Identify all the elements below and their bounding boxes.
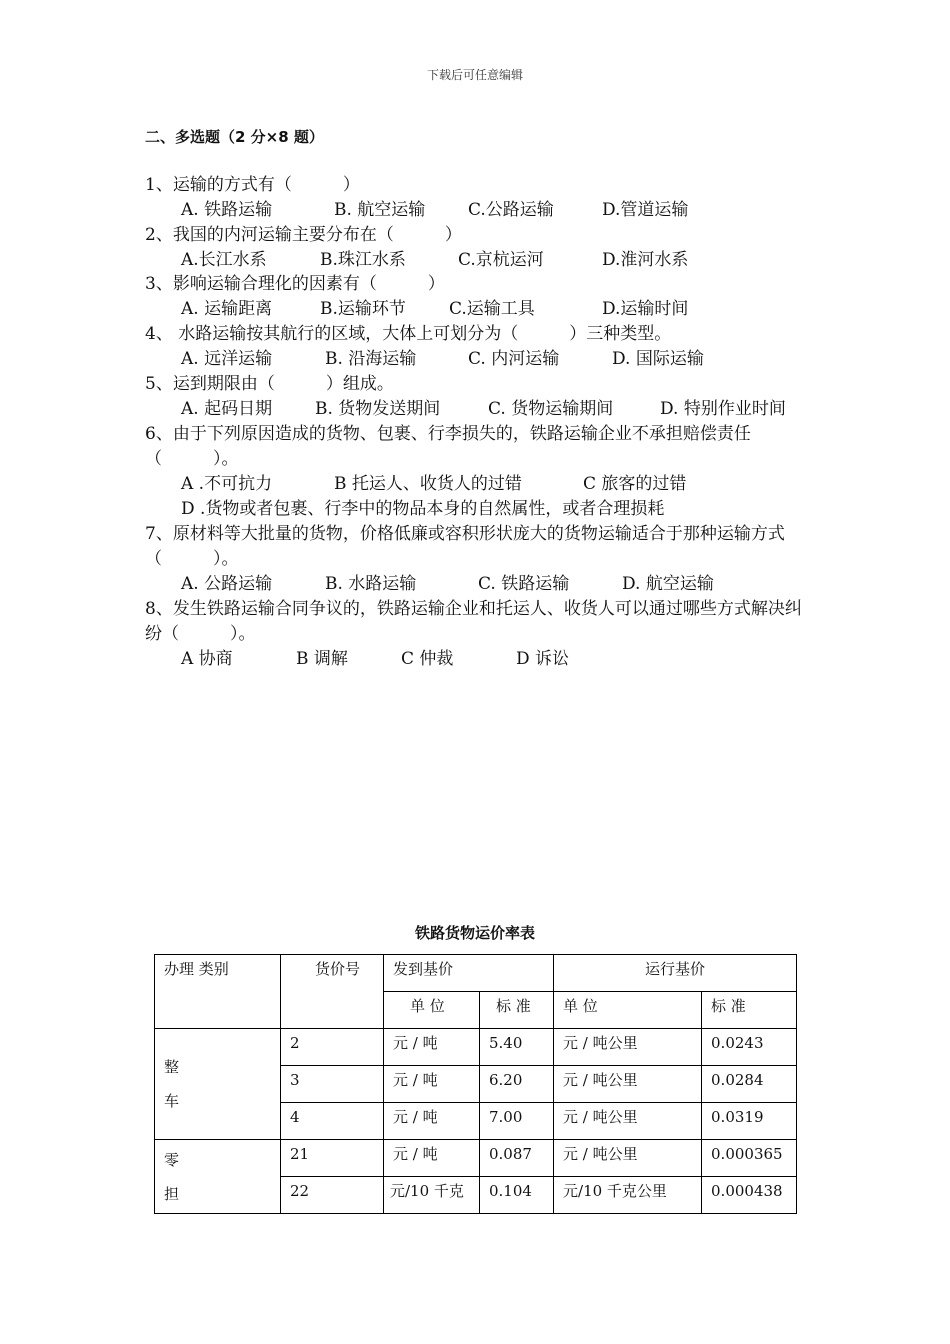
cell-unit: 元 / 吨 (384, 1066, 480, 1103)
option-4c: C. 内河运输 (468, 349, 560, 369)
cell-standard: 5.40 (480, 1029, 554, 1066)
option-8c: C 仲裁 (401, 649, 454, 669)
group-label-bottom: 车 (164, 1092, 180, 1110)
option-6d: D .货物或者包裹、行李中的物品本身的自然属性，或者合理损耗 (181, 499, 665, 519)
cell-standard: 7.00 (480, 1103, 554, 1140)
cell-unit-2: 元 / 吨公里 (554, 1140, 702, 1177)
question-4: 4、 水路运输按其航行的区域，大体上可划分为（ ）三种类型。 (145, 324, 672, 344)
cell-rate-no: 21 (281, 1140, 384, 1177)
cell-unit-2: 元 / 吨公里 (554, 1029, 702, 1066)
option-6b: B 托运人、收货人的过错 (334, 474, 522, 494)
question-3: 3、影响运输合理化的因素有（ ） (145, 274, 445, 294)
cell-standard: 0.104 (480, 1177, 554, 1214)
cell-unit: 元/10 千克 (384, 1177, 480, 1214)
table-row (155, 1140, 797, 1177)
option-7c: C. 铁路运输 (478, 574, 570, 594)
option-7a: A. 公路运输 (181, 574, 273, 594)
group-label-top: 整 (164, 1058, 180, 1076)
question-6: 6、由于下列原因造成的货物、包裹、行李损失的，铁路运输企业不承担赔偿责任（ ）。 (145, 424, 751, 469)
header-unit: 单 位 (384, 992, 480, 1029)
cell-unit: 元 / 吨 (384, 1029, 480, 1066)
cell-standard-2: 0.000365 (702, 1140, 797, 1177)
group-label-less-than-carload (155, 1140, 281, 1214)
question-8: 8、发生铁路运输合同争议的，铁路运输企业和托运人、收货人可以通过哪些方式解决纠纷（ ）。 (145, 599, 802, 644)
cell-rate-no: 3 (281, 1066, 384, 1103)
table-title: 铁路货物运价率表 (414, 924, 535, 942)
header-category: 办理 类别 (155, 955, 281, 1029)
header-unit-2: 单 位 (554, 992, 702, 1029)
question-5: 5、运到期限由（ ）组成。 (145, 374, 394, 394)
cell-rate-no: 22 (281, 1177, 384, 1214)
cell-standard-2: 0.0243 (702, 1029, 797, 1066)
cell-rate-no: 4 (281, 1103, 384, 1140)
option-8d: D 诉讼 (516, 649, 570, 669)
option-6c: C 旅客的过错 (583, 474, 687, 494)
option-5c: C. 货物运输期间 (488, 399, 614, 419)
option-1b: B. 航空运输 (334, 200, 426, 220)
cell-standard-2: 0.000438 (702, 1177, 797, 1214)
option-2a: A.长江水系 (181, 250, 267, 270)
option-5a: A. 起码日期 (181, 399, 273, 419)
option-8a: A 协商 (181, 649, 233, 669)
option-3a: A. 运输距离 (181, 299, 273, 319)
question-2: 2、我国的内河运输主要分布在（ ） (145, 225, 462, 245)
cell-standard-2: 0.0284 (702, 1066, 797, 1103)
cell-unit-2: 元/10 千克公里 (554, 1177, 702, 1214)
cell-unit-2: 元 / 吨公里 (554, 1103, 702, 1140)
option-7b: B. 水路运输 (325, 574, 417, 594)
option-4a: A. 远洋运输 (181, 349, 273, 369)
table-row (155, 1029, 797, 1066)
option-4d: D. 国际运输 (612, 349, 704, 369)
freight-rate-table (154, 954, 797, 1214)
option-6a: A .不可抗力 (181, 474, 273, 494)
cell-unit-2: 元 / 吨公里 (554, 1066, 702, 1103)
option-1d: D.管道运输 (602, 200, 689, 220)
option-3c: C.运输工具 (449, 299, 535, 319)
page-header: 下载后可任意编辑 (426, 68, 523, 82)
option-1c: C.公路运输 (468, 200, 554, 220)
header-standard: 标 准 (480, 992, 554, 1029)
section-title: 二、多选题（2 分×8 题） (145, 128, 324, 146)
option-7d: D. 航空运输 (622, 574, 714, 594)
header-dispatch-base: 发到基价 (384, 955, 554, 992)
cell-standard: 0.087 (480, 1140, 554, 1177)
option-2d: D.淮河水系 (602, 250, 689, 270)
header-rate-no: 货价号 (281, 955, 384, 1029)
option-3d: D.运输时间 (602, 299, 689, 319)
question-1: 1、运输的方式有（ ） (145, 175, 360, 195)
group-label-whole-car (155, 1029, 281, 1140)
group-label-bottom: 担 (164, 1184, 180, 1203)
cell-unit: 元 / 吨 (384, 1140, 480, 1177)
header-running-base: 运行基价 (554, 955, 797, 992)
header-standard-2: 标 准 (702, 992, 797, 1029)
group-label-top: 零 (164, 1150, 180, 1169)
option-2c: C.京杭运河 (458, 250, 544, 270)
option-2b: B.珠江水系 (320, 250, 406, 270)
option-4b: B. 沿海运输 (325, 349, 417, 369)
cell-unit: 元 / 吨 (384, 1103, 480, 1140)
option-3b: B.运输环节 (320, 299, 406, 319)
question-7: 7、原材料等大批量的货物，价格低廉或容积形状庞大的货物运输适合于那种运输方式（ ）。 (145, 524, 785, 569)
option-1a: A. 铁路运输 (181, 200, 273, 220)
cell-rate-no: 2 (281, 1029, 384, 1066)
option-8b: B 调解 (296, 649, 348, 669)
cell-standard: 6.20 (480, 1066, 554, 1103)
option-5b: B. 货物发送期间 (315, 399, 441, 419)
cell-standard-2: 0.0319 (702, 1103, 797, 1140)
option-5d: D. 特别作业时间 (660, 399, 786, 419)
